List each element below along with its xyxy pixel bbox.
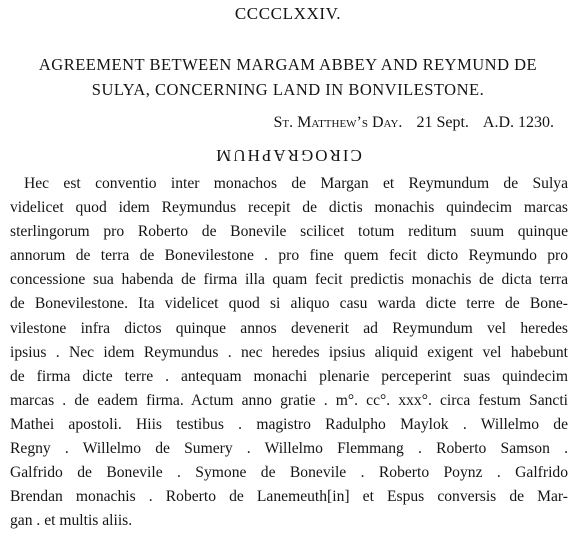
text-line: ipsius . Nec idem Reymundus . nec heredes ipsius aliquid exigent vel habebunt	[10, 343, 568, 361]
text-line: Regny . Willelmo de Sumery . Willelmo Flemmang . Roberto Samson .	[10, 440, 568, 458]
text-line: annorum de terra de Bonevilestone . pro fine quem fecit dicto Reymundo pro	[10, 247, 568, 265]
text-line: Brendan monachis . Roberto de Lanemeuth[in] et Espus conversis de Mar-	[10, 488, 568, 506]
text-line: concessione sua habenda de firma illa quam fecit predictis monachis de dicta terra	[10, 271, 568, 289]
date-day: 21 Sept.	[416, 114, 469, 131]
charter-title-line-2: SULYA, CONCERNING LAND IN BONVILESTONE.	[91, 80, 485, 99]
chirograph-inverted: CIROGRAPHUM	[214, 146, 362, 165]
text-line: Hec est conventio inter monachos de Margan et Reymundum de Sulya	[24, 175, 568, 192]
charter-title-line-1: AGREEMENT BETWEEN MARGAM ABBEY AND REYMUND DE	[38, 55, 538, 74]
charter-number: CCCCLXXIV.	[234, 4, 342, 23]
text-line: marcas . de eadem firma. Actum anno gratie . m°. cc°. xxx°. circa festum Sancti	[10, 391, 568, 409]
text-line: Galfrido de Bonevile . Symone de Bonevile . Roberto Poynz . Galfrido	[10, 464, 568, 482]
text-line: sterlingorum pro Roberto de Bonevile scilicet totum reditum suum quinque	[10, 223, 568, 241]
date-feast: St. Matthew’s Day.	[273, 114, 403, 131]
text-line: gan . et multis aliis.	[10, 512, 133, 530]
charter-text	[10, 172, 568, 533]
text-line: de Bonevilestone. Ita videlicet quod si aliquo casu warda dicte terre de Bone-	[10, 295, 568, 313]
charter-date	[274, 114, 555, 132]
text-line: vilestone infra dictos quinque annos devenerit ad Reymundum vel heredes	[10, 319, 568, 337]
text-line: Mathei apostoli. Hiis testibus . magistro Radulpho Maylok . Willelmo de	[10, 415, 568, 433]
text-line: de firma dicte terre . antequam monachi plenarie perceperint suas quindecim	[10, 367, 568, 385]
text-line: videlicet quod idem Reymundus recepit de dictis monachis quindecim marcas	[10, 199, 568, 217]
date-year: A.D. 1230.	[482, 114, 554, 131]
